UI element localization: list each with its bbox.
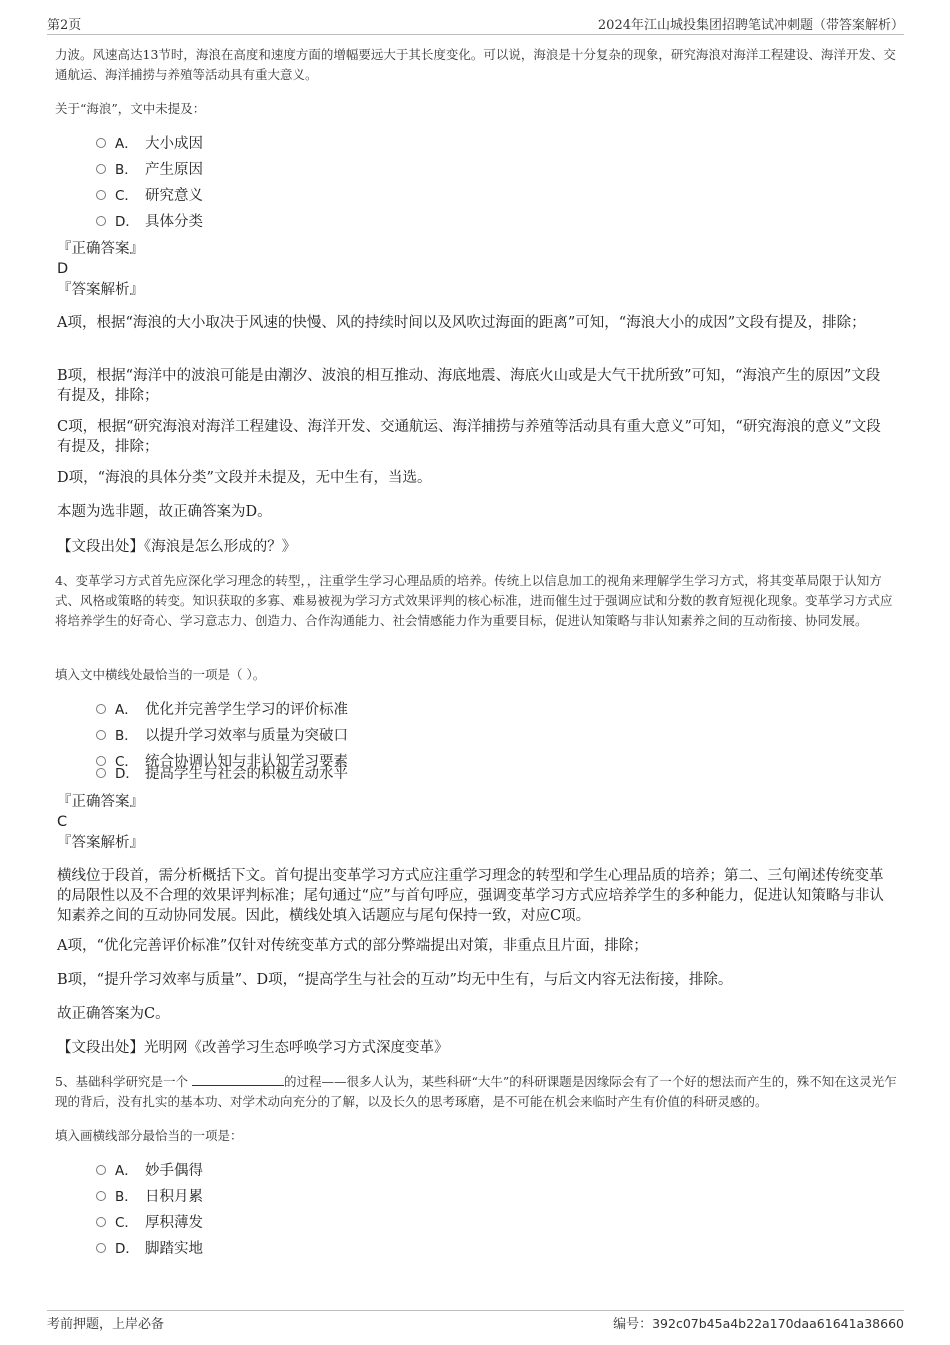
q4-option-a[interactable] (96, 700, 348, 720)
radio-icon[interactable] (96, 138, 106, 148)
q3-analysis-a: A项，根据“海浪的大小取决于风速的快慢、风的持续时间以及风吹过海面的距离”可知，“海浪大小的成因”文段有提及，排除； (57, 315, 866, 331)
q3-analysis-conclusion: 本题为选非题，故正确答案为D。 (57, 504, 272, 520)
footer-divider (47, 1310, 904, 1311)
option-key: D． (115, 1241, 139, 1257)
q3-analysis-b: B项，根据“海洋中的波浪可能是由潮汐、波浪的相互推动、海底地震、海底火山或是大气干扰所致”可知，“海浪产生的原因”文段有提及，排除； (57, 368, 881, 404)
q5-option-c[interactable] (96, 1213, 203, 1233)
radio-icon[interactable] (96, 730, 106, 740)
radio-icon[interactable] (96, 216, 106, 226)
option-key: D． (115, 214, 139, 230)
option-text: 以提升学习效率与质量为突破口 (145, 728, 348, 744)
q3-passage-tail: 力波。风速高达13节时，海浪在高度和速度方面的增幅要远大于其长度变化。可以说，海浪是十分复杂的现象，研究海浪对海洋工程建设、海洋开发、交通航运、海洋捕捞与养殖等活动具有重大意义。 (55, 47, 896, 82)
option-text: 统合协调认知与非认知学习要素 (145, 754, 348, 770)
q3-option-d[interactable] (96, 212, 203, 232)
q5-passage-rest: 的过程——很多人认为，某些科研“大牛”的科研课题是因缘际会有了一个好的想法而产生的，殊不知在这灵光乍现的背后，没有扎实的基本功、对学术动向充分的了解，以及长久的思考琢磨，是不可能在机会来临时产生有价值的科研灵感的。 (55, 1074, 897, 1109)
q4-passage: 4、变革学习方式首先应深化学习理念的转型，，注重学生学习心理品质的培养。传统上以信息加工的视角来理解学生学习方式，将其变革局限于认知方式、风格或策略的转变。知识获取的多寡、难易被视为学习方式效果评判的核心标准，进而催生过于强调应试和分数的教育短视化现象。变革学习方式应将培养学生的好奇心、学习意志力、创造力、合作沟通能力、社会情感能力作为重要目标，促进认知策略与非认知素养之间的互动衔接、协同发展。 (55, 573, 893, 628)
q3-answer-label: 『正确答案』 (57, 241, 144, 257)
fill-blank (192, 1073, 284, 1086)
option-key: A． (115, 136, 138, 152)
q3-prompt: 关于“海浪”，文中未提及： (55, 101, 206, 116)
option-text: 厚积薄发 (145, 1215, 203, 1231)
radio-icon[interactable] (96, 704, 106, 714)
option-key: A． (115, 702, 138, 718)
option-key: C． (115, 754, 138, 770)
q5-prompt: 填入画横线部分最恰当的一项是： (55, 1128, 243, 1143)
option-text: 具体分类 (145, 214, 203, 230)
q3-analysis-label: 『答案解析』 (57, 282, 144, 298)
option-key: B． (115, 728, 138, 744)
q4-source: 【文段出处】光明网《改善学习生态呼唤学习方式深度变革》 (57, 1040, 449, 1056)
option-text: 研究意义 (145, 188, 203, 204)
q4-option-b[interactable] (96, 726, 348, 746)
option-key: D． (115, 766, 139, 782)
q3-source: 【文段出处】《海浪是怎么形成的？》 (57, 539, 297, 555)
option-key: A． (115, 1163, 138, 1179)
q4-analysis-a: A项，“优化完善评价标准”仅针对传统变革方式的部分弊端提出对策，非重点且片面，排除； (57, 938, 648, 954)
code-value: 392c07b45a4b22a170daa61641a38660 (652, 1316, 904, 1331)
q4-prompt: 填入文中横线处最恰当的一项是（ ）。 (55, 667, 266, 682)
q5-passage-start: 5、基础科学研究是一个 (55, 1074, 188, 1089)
option-key: C． (115, 1215, 138, 1231)
q4-option-d[interactable] (96, 764, 348, 784)
document-code (613, 1313, 904, 1332)
q3-analysis-d: D项，“海浪的具体分类”文段并未提及，无中生有，当选。 (57, 470, 432, 486)
q3-option-b[interactable] (96, 160, 203, 180)
q5-option-a[interactable] (96, 1161, 203, 1181)
code-label: 编号： (613, 1317, 653, 1332)
footer-slogan: 考前押题，上岸必备 (47, 1317, 165, 1332)
option-key: B． (115, 1189, 138, 1205)
radio-icon[interactable] (96, 190, 106, 200)
radio-icon[interactable] (96, 1217, 106, 1227)
option-text: 提高学生与社会的积极互动水平 (145, 766, 348, 782)
radio-icon[interactable] (96, 1243, 106, 1253)
page-number: 第2页 (47, 18, 82, 33)
q5-option-d[interactable] (96, 1239, 203, 1259)
q4-answer: C (57, 814, 68, 830)
q5-passage (55, 1072, 900, 1112)
option-text: 优化并完善学生学习的评价标准 (145, 702, 348, 718)
radio-icon[interactable] (96, 1191, 106, 1201)
q3-option-a[interactable] (96, 134, 203, 154)
q3-analysis-c: C项，根据“研究海浪对海洋工程建设、海洋开发、交通航运、海洋捕捞与养殖等活动具有重大意义”可知，“研究海浪的意义”文段有提及，排除； (57, 419, 881, 455)
q4-analysis-conclusion: 故正确答案为C。 (57, 1006, 170, 1022)
radio-icon[interactable] (96, 768, 106, 778)
document-title: 2024年江山城投集团招聘笔试冲刺题（带答案解析） (597, 18, 904, 33)
option-text: 产生原因 (145, 162, 203, 178)
q4-analysis-main: 横线位于段首，需分析概括下文。首句提出变革学习方式应注重学习理念的转型和学生心理品质的培养；第二、三句阐述传统变革的局限性以及不合理的效果评判标准；尾句通过“应”与首句呼应，强调变革学习方式应培养学生的多种能力，促进认知策略与非认知素养之间的互动协同发展。因此，横线处填入话题应与尾句保持一致，对应C项。 (57, 868, 884, 924)
q4-answer-label: 『正确答案』 (57, 794, 144, 810)
q3-answer: D (57, 261, 69, 277)
option-key: B． (115, 162, 138, 178)
radio-icon[interactable] (96, 1165, 106, 1175)
header-divider (47, 34, 904, 35)
option-text: 大小成因 (145, 136, 203, 152)
q4-analysis-bd: B项，“提升学习效率与质量”、D项，“提高学生与社会的互动”均无中生有，与后文内容无法衔接，排除。 (57, 972, 733, 988)
q5-option-b[interactable] (96, 1187, 203, 1207)
q4-analysis-label: 『答案解析』 (57, 835, 144, 851)
option-key: C． (115, 188, 138, 204)
option-text: 妙手偶得 (145, 1163, 203, 1179)
q3-option-c[interactable] (96, 186, 203, 206)
radio-icon[interactable] (96, 164, 106, 174)
option-text: 日积月累 (145, 1189, 203, 1205)
option-text: 脚踏实地 (145, 1241, 203, 1257)
